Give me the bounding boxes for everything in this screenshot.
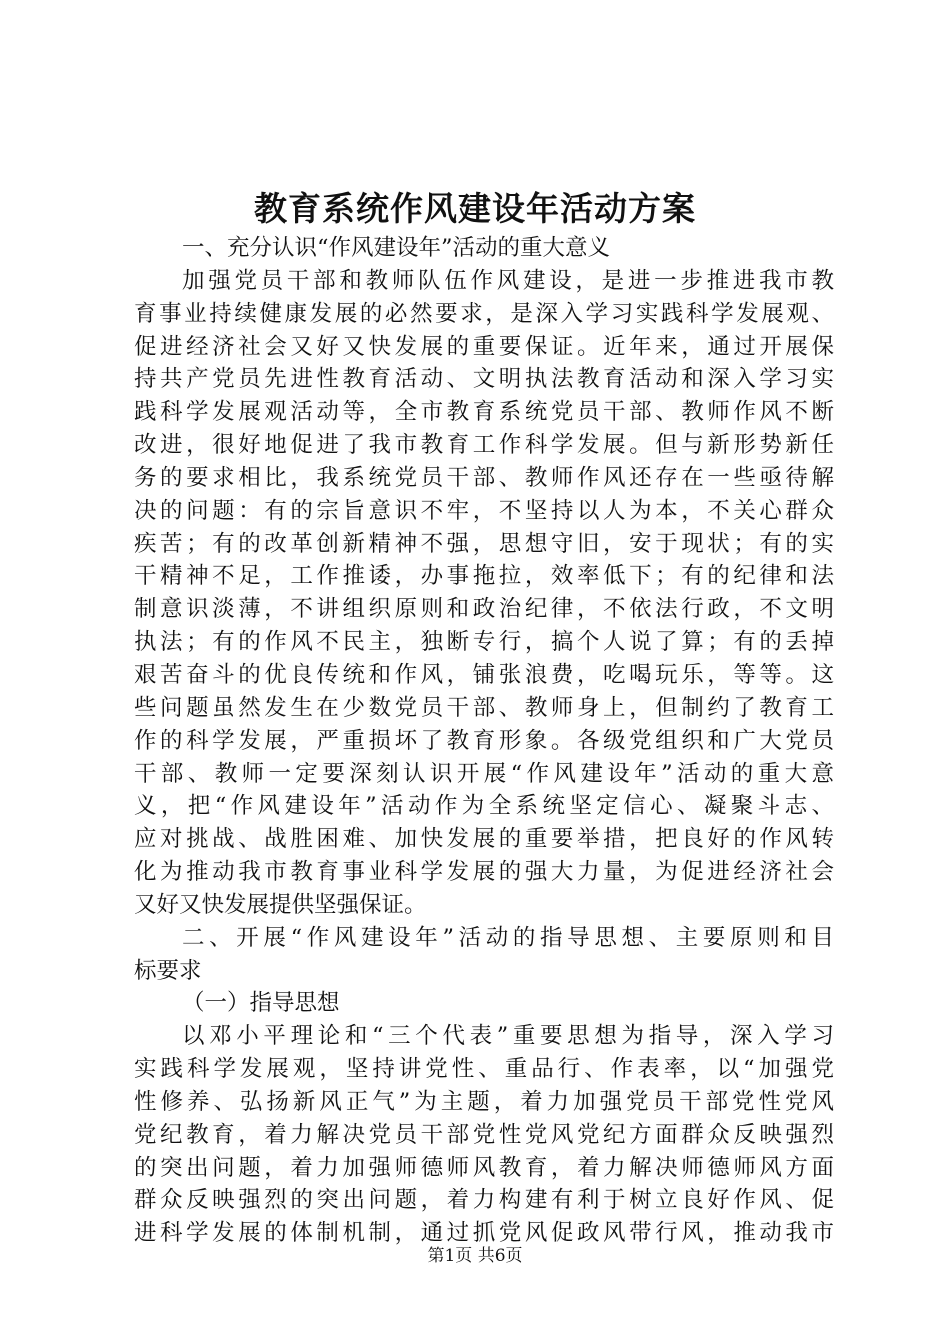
- paragraph-line: 持共产党员先进性教育活动、文明执法教育活动和深入学习实: [134, 366, 834, 393]
- paragraph-line: 些问题虽然发生在少数党员干部、教师身上，但制约了教育工: [134, 694, 834, 721]
- paragraph-line: 艰苦奋斗的优良传统和作风，铺张浪费，吃喝玩乐，等等。这: [134, 661, 834, 688]
- paragraph-line: 促进经济社会又好又快发展的重要保证。近年来，通过开展保: [134, 333, 834, 360]
- paragraph-line: 干部、教师一定要深刻认识开展“作风建设年”活动的重大意: [134, 760, 834, 787]
- paragraph-line: 应对挑战、战胜困难、加快发展的重要举措，把良好的作风转: [134, 826, 834, 853]
- paragraph-line: 的突出问题，着力加强师德师风教育，着力解决师德师风方面: [134, 1154, 834, 1181]
- section-heading: 一、充分认识“作风建设年”活动的重大意义: [182, 235, 611, 261]
- paragraph-line: 践科学发展观活动等，全市教育系统党员干部、教师作风不断: [134, 399, 834, 426]
- paragraph-line: 实践科学发展观，坚持讲党性、重品行、作表率，以“加强党: [134, 1056, 834, 1083]
- subsection-heading: （一）指导思想: [182, 990, 340, 1017]
- paragraph-line: 改进，很好地促进了我市教育工作科学发展。但与新形势新任: [134, 432, 834, 459]
- paragraph-line: 化为推动我市教育事业科学发展的强大力量，为促进经济社会: [134, 859, 834, 886]
- document-title: 教育系统作风建设年活动方案: [254, 189, 696, 228]
- paragraph-line: 制意识淡薄，不讲组织原则和政治纪律，不依法行政，不文明: [134, 596, 834, 623]
- paragraph-line: 义，把“作风建设年”活动作为全系统坚定信心、凝聚斗志、: [134, 793, 834, 820]
- paragraph-line: 性修养、弘扬新风正气”为主题，着力加强党员干部党性党风: [134, 1088, 834, 1115]
- paragraph-line: 加强党员干部和教师队伍作风建设，是进一步推进我市教: [182, 267, 834, 294]
- paragraph-line: 进科学发展的体制机制，通过抓党风促政风带行风，推动我市: [134, 1220, 834, 1247]
- paragraph-line: 决的问题：有的宗旨意识不牢，不坚持以人为本，不关心群众: [134, 497, 834, 524]
- paragraph-line: 疾苦；有的改革创新精神不强，思想守旧，安于现状；有的实: [134, 530, 834, 557]
- paragraph-line: 群众反映强烈的突出问题，着力构建有利于树立良好作风、促: [134, 1187, 834, 1214]
- paragraph-line: 育事业持续健康发展的必然要求，是深入学习实践科学发展观、: [134, 300, 834, 327]
- document-body: [134, 232, 834, 1250]
- paragraph-line: 干精神不足，工作推诿，办事拖拉，效率低下；有的纪律和法: [134, 563, 834, 590]
- paragraph-line: 又好又快发展提供坚强保证。: [134, 891, 427, 918]
- paragraph-line: 以邓小平理论和“三个代表”重要思想为指导，深入学习: [182, 1023, 834, 1050]
- section-heading-continued: 标要求: [134, 957, 202, 984]
- page-number: 第1页 共6页: [427, 1246, 523, 1266]
- paragraph-line: 务的要求相比，我系统党员干部、教师作风还存在一些亟待解: [134, 464, 834, 491]
- paragraph-line: 党纪教育，着力解决党员干部党性党风党纪方面群众反映强烈: [134, 1121, 834, 1148]
- section-heading: 二、开展“作风建设年”活动的指导思想、主要原则和目: [182, 924, 834, 951]
- paragraph-line: 执法；有的作风不民主，独断专行，搞个人说了算；有的丢掉: [134, 629, 834, 656]
- paragraph-line: 作的科学发展，严重损坏了教育形象。各级党组织和广大党员: [134, 727, 834, 754]
